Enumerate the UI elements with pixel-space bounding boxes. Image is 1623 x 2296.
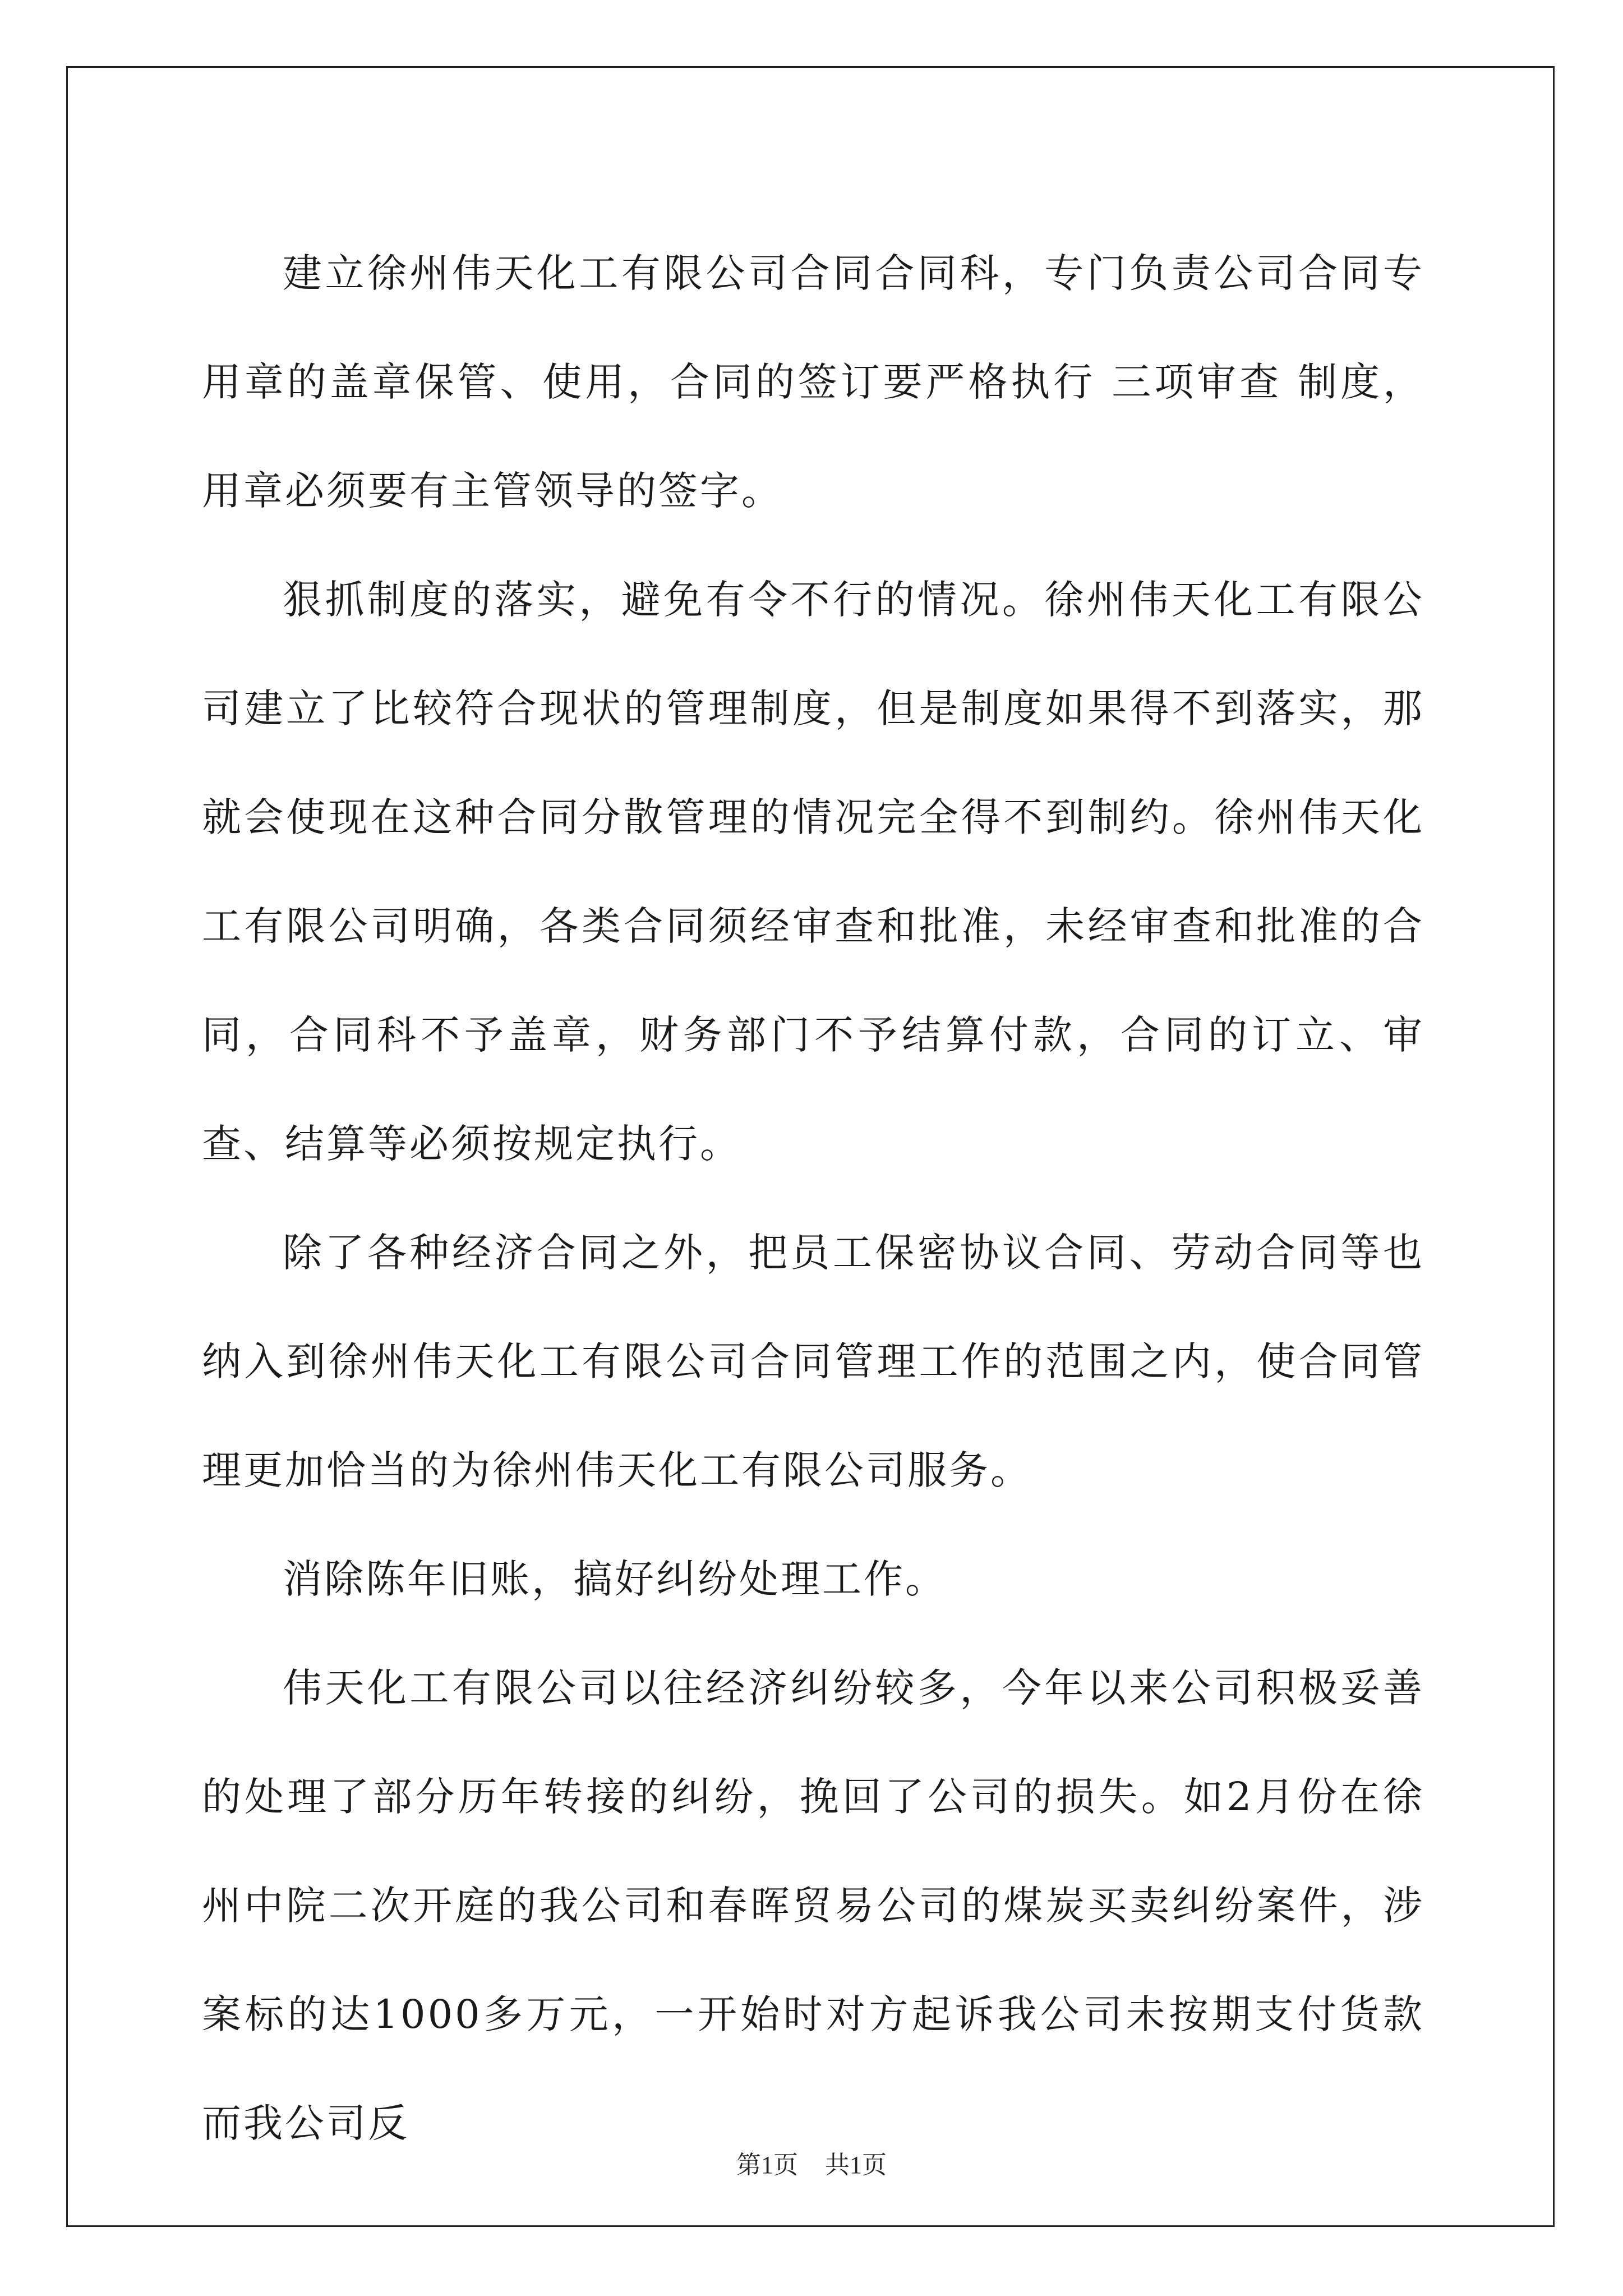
page-number: 第1页 — [736, 2151, 798, 2179]
paragraph: 除了各种经济合同之外，把员工保密协议合同、劳动合同等也纳入到徐州伟天化工有限公司合同管理工作的范围之内，使合同管理更加恰当的为徐州伟天化工有限公司服务。 — [202, 1230, 1424, 1493]
document-body — [202, 219, 1424, 2178]
page-total: 共1页 — [825, 2151, 887, 2179]
paragraph: 消除陈年旧账，搞好纠纷处理工作。 — [283, 1556, 947, 1602]
paragraph: 伟天化工有限公司以往经济纠纷较多，今年以来公司积极妥善的处理了部分历年转接的纠纷，挽回了公司的损失。如2月份在徐州中院二次开庭的我公司和春晖贸易公司的煤炭买卖纠纷案件，涉案标的达1000多万元，一开始时对方起诉我公司未按期支付货款而我公司反 — [202, 1665, 1424, 2146]
paragraph: 狠抓制度的落实，避免有令不行的情况。徐州伟天化工有限公司建立了比较符合现状的管理制度，但是制度如果得不到落实，那就会使现在这种合同分散管理的情况完全得不到制约。徐州伟天化工有限公司明确，各类合同须经审查和批准，未经审查和批准的合同，合同科不予盖章，财务部门不予结算付款，合同的订立、审查、结算等必须按规定执行。 — [202, 577, 1424, 1167]
paragraph: 建立徐州伟天化工有限公司合同合同科，专门负责公司合同专用章的盖章保管、使用，合同的签订要严格执行 三项审查 制度，用章必须要有主管领导的签字。 — [202, 250, 1424, 514]
page-footer — [0, 2148, 1623, 2182]
